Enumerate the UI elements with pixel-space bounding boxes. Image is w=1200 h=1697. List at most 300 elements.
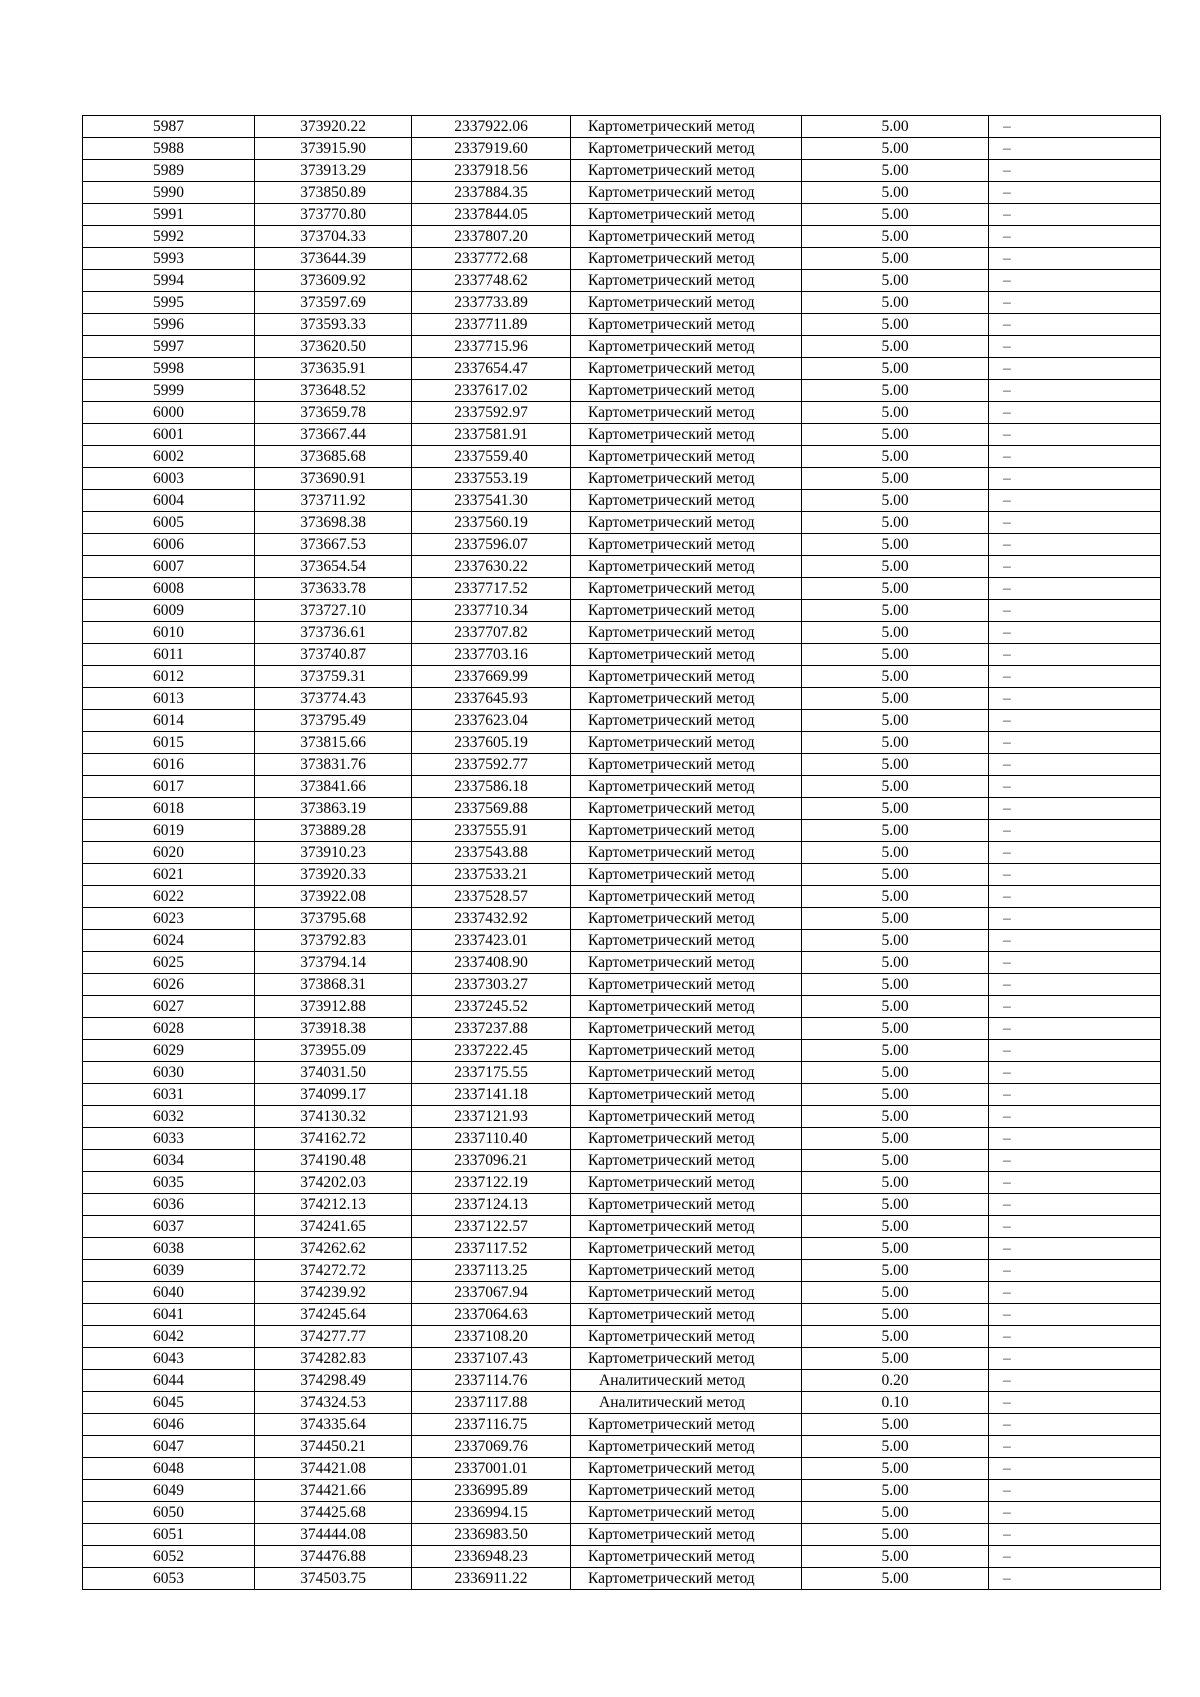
y-coordinate-cell: 2336994.15 bbox=[412, 1502, 571, 1524]
y-coordinate-cell: 2337844.05 bbox=[412, 204, 571, 226]
method-cell: Картометрический метод bbox=[571, 336, 802, 358]
method-cell: Картометрический метод bbox=[571, 886, 802, 908]
x-coordinate-cell: 373920.33 bbox=[255, 864, 412, 886]
x-coordinate-cell: 373704.33 bbox=[255, 226, 412, 248]
x-coordinate-cell: 373889.28 bbox=[255, 820, 412, 842]
accuracy-cell: 5.00 bbox=[802, 622, 989, 644]
accuracy-cell: 0.20 bbox=[802, 1370, 989, 1392]
table-row bbox=[83, 1458, 1161, 1480]
x-coordinate-cell: 373792.83 bbox=[255, 930, 412, 952]
note-cell: – bbox=[989, 644, 1161, 666]
x-coordinate-cell: 374245.64 bbox=[255, 1304, 412, 1326]
note-cell: – bbox=[989, 754, 1161, 776]
y-coordinate-cell: 2337569.88 bbox=[412, 798, 571, 820]
method-cell: Картометрический метод bbox=[571, 1040, 802, 1062]
table-row bbox=[83, 1348, 1161, 1370]
table-row bbox=[83, 1282, 1161, 1304]
x-coordinate-cell: 373868.31 bbox=[255, 974, 412, 996]
method-cell: Картометрический метод bbox=[571, 1150, 802, 1172]
x-coordinate-cell: 373659.78 bbox=[255, 402, 412, 424]
note-cell: – bbox=[989, 226, 1161, 248]
note-cell: – bbox=[989, 336, 1161, 358]
note-cell: – bbox=[989, 1436, 1161, 1458]
y-coordinate-cell: 2337918.56 bbox=[412, 160, 571, 182]
y-coordinate-cell: 2337117.52 bbox=[412, 1238, 571, 1260]
table-row bbox=[83, 380, 1161, 402]
note-cell: – bbox=[989, 248, 1161, 270]
point-number-cell: 5993 bbox=[83, 248, 255, 270]
x-coordinate-cell: 374324.53 bbox=[255, 1392, 412, 1414]
method-cell: Картометрический метод bbox=[571, 1238, 802, 1260]
method-cell: Картометрический метод bbox=[571, 864, 802, 886]
x-coordinate-cell: 373770.80 bbox=[255, 204, 412, 226]
x-coordinate-cell: 373795.49 bbox=[255, 710, 412, 732]
accuracy-cell: 5.00 bbox=[802, 1238, 989, 1260]
accuracy-cell: 5.00 bbox=[802, 446, 989, 468]
x-coordinate-cell: 373711.92 bbox=[255, 490, 412, 512]
x-coordinate-cell: 374241.65 bbox=[255, 1216, 412, 1238]
accuracy-cell: 5.00 bbox=[802, 974, 989, 996]
accuracy-cell: 5.00 bbox=[802, 116, 989, 138]
accuracy-cell: 5.00 bbox=[802, 1414, 989, 1436]
method-cell: Картометрический метод bbox=[571, 204, 802, 226]
note-cell: – bbox=[989, 160, 1161, 182]
point-number-cell: 6018 bbox=[83, 798, 255, 820]
table-row bbox=[83, 182, 1161, 204]
coordinates-table bbox=[82, 115, 1161, 1590]
method-cell: Картометрический метод bbox=[571, 138, 802, 160]
table-row bbox=[83, 292, 1161, 314]
point-number-cell: 6023 bbox=[83, 908, 255, 930]
table-row bbox=[83, 930, 1161, 952]
note-cell: – bbox=[989, 974, 1161, 996]
y-coordinate-cell: 2337107.43 bbox=[412, 1348, 571, 1370]
note-cell: – bbox=[989, 292, 1161, 314]
table-row bbox=[83, 732, 1161, 754]
table-row bbox=[83, 1062, 1161, 1084]
x-coordinate-cell: 373913.29 bbox=[255, 160, 412, 182]
method-cell: Картометрический метод bbox=[571, 380, 802, 402]
accuracy-cell: 5.00 bbox=[802, 908, 989, 930]
x-coordinate-cell: 373593.33 bbox=[255, 314, 412, 336]
table-row bbox=[83, 1392, 1161, 1414]
table-row bbox=[83, 1502, 1161, 1524]
point-number-cell: 6047 bbox=[83, 1436, 255, 1458]
x-coordinate-cell: 373644.39 bbox=[255, 248, 412, 270]
accuracy-cell: 5.00 bbox=[802, 886, 989, 908]
note-cell: – bbox=[989, 138, 1161, 160]
table-row bbox=[83, 226, 1161, 248]
x-coordinate-cell: 374421.66 bbox=[255, 1480, 412, 1502]
method-cell: Картометрический метод bbox=[571, 1568, 802, 1590]
note-cell: – bbox=[989, 842, 1161, 864]
x-coordinate-cell: 374335.64 bbox=[255, 1414, 412, 1436]
accuracy-cell: 5.00 bbox=[802, 776, 989, 798]
note-cell: – bbox=[989, 688, 1161, 710]
accuracy-cell: 5.00 bbox=[802, 270, 989, 292]
y-coordinate-cell: 2337069.76 bbox=[412, 1436, 571, 1458]
point-number-cell: 6016 bbox=[83, 754, 255, 776]
method-cell: Картометрический метод bbox=[571, 424, 802, 446]
accuracy-cell: 5.00 bbox=[802, 248, 989, 270]
table-row bbox=[83, 1414, 1161, 1436]
note-cell: – bbox=[989, 402, 1161, 424]
y-coordinate-cell: 2337124.13 bbox=[412, 1194, 571, 1216]
accuracy-cell: 5.00 bbox=[802, 1106, 989, 1128]
point-number-cell: 6044 bbox=[83, 1370, 255, 1392]
point-number-cell: 6028 bbox=[83, 1018, 255, 1040]
x-coordinate-cell: 374162.72 bbox=[255, 1128, 412, 1150]
point-number-cell: 6005 bbox=[83, 512, 255, 534]
point-number-cell: 6040 bbox=[83, 1282, 255, 1304]
method-cell: Картометрический метод bbox=[571, 402, 802, 424]
y-coordinate-cell: 2337108.20 bbox=[412, 1326, 571, 1348]
note-cell: – bbox=[989, 952, 1161, 974]
note-cell: – bbox=[989, 1326, 1161, 1348]
note-cell: – bbox=[989, 1568, 1161, 1590]
accuracy-cell: 5.00 bbox=[802, 424, 989, 446]
note-cell: – bbox=[989, 820, 1161, 842]
x-coordinate-cell: 373635.91 bbox=[255, 358, 412, 380]
method-cell: Картометрический метод bbox=[571, 952, 802, 974]
x-coordinate-cell: 373795.68 bbox=[255, 908, 412, 930]
x-coordinate-cell: 374444.08 bbox=[255, 1524, 412, 1546]
note-cell: – bbox=[989, 512, 1161, 534]
note-cell: – bbox=[989, 996, 1161, 1018]
x-coordinate-cell: 373597.69 bbox=[255, 292, 412, 314]
accuracy-cell: 5.00 bbox=[802, 820, 989, 842]
point-number-cell: 6015 bbox=[83, 732, 255, 754]
y-coordinate-cell: 2337645.93 bbox=[412, 688, 571, 710]
y-coordinate-cell: 2337237.88 bbox=[412, 1018, 571, 1040]
accuracy-cell: 5.00 bbox=[802, 578, 989, 600]
y-coordinate-cell: 2337116.75 bbox=[412, 1414, 571, 1436]
method-cell: Картометрический метод bbox=[571, 1414, 802, 1436]
method-cell: Картометрический метод bbox=[571, 710, 802, 732]
y-coordinate-cell: 2337067.94 bbox=[412, 1282, 571, 1304]
y-coordinate-cell: 2337141.18 bbox=[412, 1084, 571, 1106]
table-row bbox=[83, 1084, 1161, 1106]
accuracy-cell: 5.00 bbox=[802, 754, 989, 776]
point-number-cell: 6052 bbox=[83, 1546, 255, 1568]
note-cell: – bbox=[989, 1150, 1161, 1172]
point-number-cell: 6000 bbox=[83, 402, 255, 424]
accuracy-cell: 5.00 bbox=[802, 688, 989, 710]
point-number-cell: 6046 bbox=[83, 1414, 255, 1436]
point-number-cell: 6031 bbox=[83, 1084, 255, 1106]
x-coordinate-cell: 374476.88 bbox=[255, 1546, 412, 1568]
note-cell: – bbox=[989, 424, 1161, 446]
point-number-cell: 5994 bbox=[83, 270, 255, 292]
method-cell: Картометрический метод bbox=[571, 292, 802, 314]
y-coordinate-cell: 2337560.19 bbox=[412, 512, 571, 534]
y-coordinate-cell: 2337432.92 bbox=[412, 908, 571, 930]
x-coordinate-cell: 374190.48 bbox=[255, 1150, 412, 1172]
table-row bbox=[83, 1546, 1161, 1568]
accuracy-cell: 5.00 bbox=[802, 1018, 989, 1040]
table-row bbox=[83, 556, 1161, 578]
point-number-cell: 5997 bbox=[83, 336, 255, 358]
point-number-cell: 6048 bbox=[83, 1458, 255, 1480]
x-coordinate-cell: 373912.88 bbox=[255, 996, 412, 1018]
accuracy-cell: 5.00 bbox=[802, 292, 989, 314]
note-cell: – bbox=[989, 1282, 1161, 1304]
note-cell: – bbox=[989, 666, 1161, 688]
point-number-cell: 6030 bbox=[83, 1062, 255, 1084]
table-row bbox=[83, 270, 1161, 292]
point-number-cell: 6053 bbox=[83, 1568, 255, 1590]
table-row bbox=[83, 138, 1161, 160]
point-number-cell: 6043 bbox=[83, 1348, 255, 1370]
note-cell: – bbox=[989, 270, 1161, 292]
method-cell: Картометрический метод bbox=[571, 688, 802, 710]
point-number-cell: 6029 bbox=[83, 1040, 255, 1062]
x-coordinate-cell: 373794.14 bbox=[255, 952, 412, 974]
method-cell: Картометрический метод bbox=[571, 1348, 802, 1370]
x-coordinate-cell: 373759.31 bbox=[255, 666, 412, 688]
table-row bbox=[83, 974, 1161, 996]
table-row bbox=[83, 1480, 1161, 1502]
y-coordinate-cell: 2337117.88 bbox=[412, 1392, 571, 1414]
x-coordinate-cell: 373667.53 bbox=[255, 534, 412, 556]
table-row bbox=[83, 1436, 1161, 1458]
method-cell: Картометрический метод bbox=[571, 1480, 802, 1502]
table-row bbox=[83, 1216, 1161, 1238]
note-cell: – bbox=[989, 1480, 1161, 1502]
method-cell: Картометрический метод bbox=[571, 512, 802, 534]
x-coordinate-cell: 373727.10 bbox=[255, 600, 412, 622]
point-number-cell: 6032 bbox=[83, 1106, 255, 1128]
x-coordinate-cell: 373841.66 bbox=[255, 776, 412, 798]
method-cell: Картометрический метод bbox=[571, 578, 802, 600]
table-body bbox=[83, 116, 1161, 1590]
method-cell: Картометрический метод bbox=[571, 798, 802, 820]
accuracy-cell: 5.00 bbox=[802, 1436, 989, 1458]
table-row bbox=[83, 864, 1161, 886]
accuracy-cell: 5.00 bbox=[802, 534, 989, 556]
point-number-cell: 6004 bbox=[83, 490, 255, 512]
x-coordinate-cell: 374425.68 bbox=[255, 1502, 412, 1524]
accuracy-cell: 0.10 bbox=[802, 1392, 989, 1414]
method-cell: Картометрический метод bbox=[571, 732, 802, 754]
accuracy-cell: 5.00 bbox=[802, 1524, 989, 1546]
note-cell: – bbox=[989, 776, 1161, 798]
note-cell: – bbox=[989, 908, 1161, 930]
point-number-cell: 5987 bbox=[83, 116, 255, 138]
note-cell: – bbox=[989, 1128, 1161, 1150]
point-number-cell: 6025 bbox=[83, 952, 255, 974]
accuracy-cell: 5.00 bbox=[802, 1458, 989, 1480]
method-cell: Картометрический метод bbox=[571, 1216, 802, 1238]
x-coordinate-cell: 373815.66 bbox=[255, 732, 412, 754]
y-coordinate-cell: 2337408.90 bbox=[412, 952, 571, 974]
accuracy-cell: 5.00 bbox=[802, 842, 989, 864]
method-cell: Картометрический метод bbox=[571, 248, 802, 270]
method-cell: Картометрический метод bbox=[571, 930, 802, 952]
point-number-cell: 6027 bbox=[83, 996, 255, 1018]
y-coordinate-cell: 2337715.96 bbox=[412, 336, 571, 358]
note-cell: – bbox=[989, 446, 1161, 468]
y-coordinate-cell: 2337669.99 bbox=[412, 666, 571, 688]
point-number-cell: 6014 bbox=[83, 710, 255, 732]
accuracy-cell: 5.00 bbox=[802, 182, 989, 204]
table-row bbox=[83, 952, 1161, 974]
table-row bbox=[83, 358, 1161, 380]
point-number-cell: 5991 bbox=[83, 204, 255, 226]
y-coordinate-cell: 2337581.91 bbox=[412, 424, 571, 446]
method-cell: Картометрический метод bbox=[571, 1546, 802, 1568]
method-cell: Картометрический метод bbox=[571, 490, 802, 512]
note-cell: – bbox=[989, 1348, 1161, 1370]
point-number-cell: 5998 bbox=[83, 358, 255, 380]
point-number-cell: 5990 bbox=[83, 182, 255, 204]
y-coordinate-cell: 2337175.55 bbox=[412, 1062, 571, 1084]
y-coordinate-cell: 2337064.63 bbox=[412, 1304, 571, 1326]
y-coordinate-cell: 2337617.02 bbox=[412, 380, 571, 402]
x-coordinate-cell: 373831.76 bbox=[255, 754, 412, 776]
x-coordinate-cell: 374239.92 bbox=[255, 1282, 412, 1304]
table-row bbox=[83, 402, 1161, 424]
note-cell: – bbox=[989, 1260, 1161, 1282]
note-cell: – bbox=[989, 1084, 1161, 1106]
point-number-cell: 5988 bbox=[83, 138, 255, 160]
method-cell: Картометрический метод bbox=[571, 754, 802, 776]
accuracy-cell: 5.00 bbox=[802, 1128, 989, 1150]
note-cell: – bbox=[989, 182, 1161, 204]
note-cell: – bbox=[989, 886, 1161, 908]
table-row bbox=[83, 688, 1161, 710]
y-coordinate-cell: 2337884.35 bbox=[412, 182, 571, 204]
method-cell: Картометрический метод bbox=[571, 622, 802, 644]
note-cell: – bbox=[989, 468, 1161, 490]
x-coordinate-cell: 374272.72 bbox=[255, 1260, 412, 1282]
note-cell: – bbox=[989, 116, 1161, 138]
y-coordinate-cell: 2337559.40 bbox=[412, 446, 571, 468]
accuracy-cell: 5.00 bbox=[802, 556, 989, 578]
y-coordinate-cell: 2337553.19 bbox=[412, 468, 571, 490]
note-cell: – bbox=[989, 556, 1161, 578]
accuracy-cell: 5.00 bbox=[802, 930, 989, 952]
table-row bbox=[83, 1172, 1161, 1194]
y-coordinate-cell: 2337922.06 bbox=[412, 116, 571, 138]
note-cell: – bbox=[989, 1216, 1161, 1238]
y-coordinate-cell: 2337623.04 bbox=[412, 710, 571, 732]
y-coordinate-cell: 2337703.16 bbox=[412, 644, 571, 666]
point-number-cell: 6007 bbox=[83, 556, 255, 578]
y-coordinate-cell: 2337596.07 bbox=[412, 534, 571, 556]
x-coordinate-cell: 374277.77 bbox=[255, 1326, 412, 1348]
y-coordinate-cell: 2337114.76 bbox=[412, 1370, 571, 1392]
y-coordinate-cell: 2337748.62 bbox=[412, 270, 571, 292]
accuracy-cell: 5.00 bbox=[802, 468, 989, 490]
accuracy-cell: 5.00 bbox=[802, 1084, 989, 1106]
note-cell: – bbox=[989, 1062, 1161, 1084]
point-number-cell: 6012 bbox=[83, 666, 255, 688]
y-coordinate-cell: 2337919.60 bbox=[412, 138, 571, 160]
point-number-cell: 6033 bbox=[83, 1128, 255, 1150]
method-cell: Картометрический метод bbox=[571, 1436, 802, 1458]
note-cell: – bbox=[989, 732, 1161, 754]
x-coordinate-cell: 373698.38 bbox=[255, 512, 412, 534]
y-coordinate-cell: 2337001.01 bbox=[412, 1458, 571, 1480]
note-cell: – bbox=[989, 798, 1161, 820]
accuracy-cell: 5.00 bbox=[802, 1260, 989, 1282]
table-row bbox=[83, 1326, 1161, 1348]
point-number-cell: 6010 bbox=[83, 622, 255, 644]
x-coordinate-cell: 373736.61 bbox=[255, 622, 412, 644]
x-coordinate-cell: 373667.44 bbox=[255, 424, 412, 446]
note-cell: – bbox=[989, 578, 1161, 600]
x-coordinate-cell: 373609.92 bbox=[255, 270, 412, 292]
table-row bbox=[83, 776, 1161, 798]
method-cell: Картометрический метод bbox=[571, 1524, 802, 1546]
accuracy-cell: 5.00 bbox=[802, 1568, 989, 1590]
table-row bbox=[83, 1238, 1161, 1260]
x-coordinate-cell: 374212.13 bbox=[255, 1194, 412, 1216]
note-cell: – bbox=[989, 1304, 1161, 1326]
accuracy-cell: 5.00 bbox=[802, 666, 989, 688]
x-coordinate-cell: 373620.50 bbox=[255, 336, 412, 358]
point-number-cell: 5989 bbox=[83, 160, 255, 182]
accuracy-cell: 5.00 bbox=[802, 710, 989, 732]
table-row bbox=[83, 336, 1161, 358]
y-coordinate-cell: 2337121.93 bbox=[412, 1106, 571, 1128]
table-row bbox=[83, 1040, 1161, 1062]
point-number-cell: 6020 bbox=[83, 842, 255, 864]
y-coordinate-cell: 2337654.47 bbox=[412, 358, 571, 380]
x-coordinate-cell: 373740.87 bbox=[255, 644, 412, 666]
method-cell: Картометрический метод bbox=[571, 160, 802, 182]
method-cell: Картометрический метод bbox=[571, 1062, 802, 1084]
note-cell: – bbox=[989, 1370, 1161, 1392]
point-number-cell: 6008 bbox=[83, 578, 255, 600]
accuracy-cell: 5.00 bbox=[802, 644, 989, 666]
point-number-cell: 6009 bbox=[83, 600, 255, 622]
method-cell: Аналитический метод bbox=[571, 1370, 802, 1392]
method-cell: Картометрический метод bbox=[571, 1128, 802, 1150]
method-cell: Картометрический метод bbox=[571, 1326, 802, 1348]
x-coordinate-cell: 374298.49 bbox=[255, 1370, 412, 1392]
table-row bbox=[83, 798, 1161, 820]
table-row bbox=[83, 1568, 1161, 1590]
table-row bbox=[83, 578, 1161, 600]
table-row bbox=[83, 116, 1161, 138]
method-cell: Картометрический метод bbox=[571, 534, 802, 556]
y-coordinate-cell: 2337592.77 bbox=[412, 754, 571, 776]
point-number-cell: 6035 bbox=[83, 1172, 255, 1194]
method-cell: Картометрический метод bbox=[571, 116, 802, 138]
point-number-cell: 6045 bbox=[83, 1392, 255, 1414]
table-row bbox=[83, 1524, 1161, 1546]
x-coordinate-cell: 373863.19 bbox=[255, 798, 412, 820]
x-coordinate-cell: 373955.09 bbox=[255, 1040, 412, 1062]
method-cell: Картометрический метод bbox=[571, 974, 802, 996]
method-cell: Картометрический метод bbox=[571, 270, 802, 292]
note-cell: – bbox=[989, 600, 1161, 622]
y-coordinate-cell: 2337222.45 bbox=[412, 1040, 571, 1062]
accuracy-cell: 5.00 bbox=[802, 336, 989, 358]
y-coordinate-cell: 2337717.52 bbox=[412, 578, 571, 600]
y-coordinate-cell: 2337707.82 bbox=[412, 622, 571, 644]
x-coordinate-cell: 374202.03 bbox=[255, 1172, 412, 1194]
point-number-cell: 5992 bbox=[83, 226, 255, 248]
accuracy-cell: 5.00 bbox=[802, 1194, 989, 1216]
table-row bbox=[83, 248, 1161, 270]
accuracy-cell: 5.00 bbox=[802, 358, 989, 380]
note-cell: – bbox=[989, 1414, 1161, 1436]
note-cell: – bbox=[989, 380, 1161, 402]
table-row bbox=[83, 1018, 1161, 1040]
